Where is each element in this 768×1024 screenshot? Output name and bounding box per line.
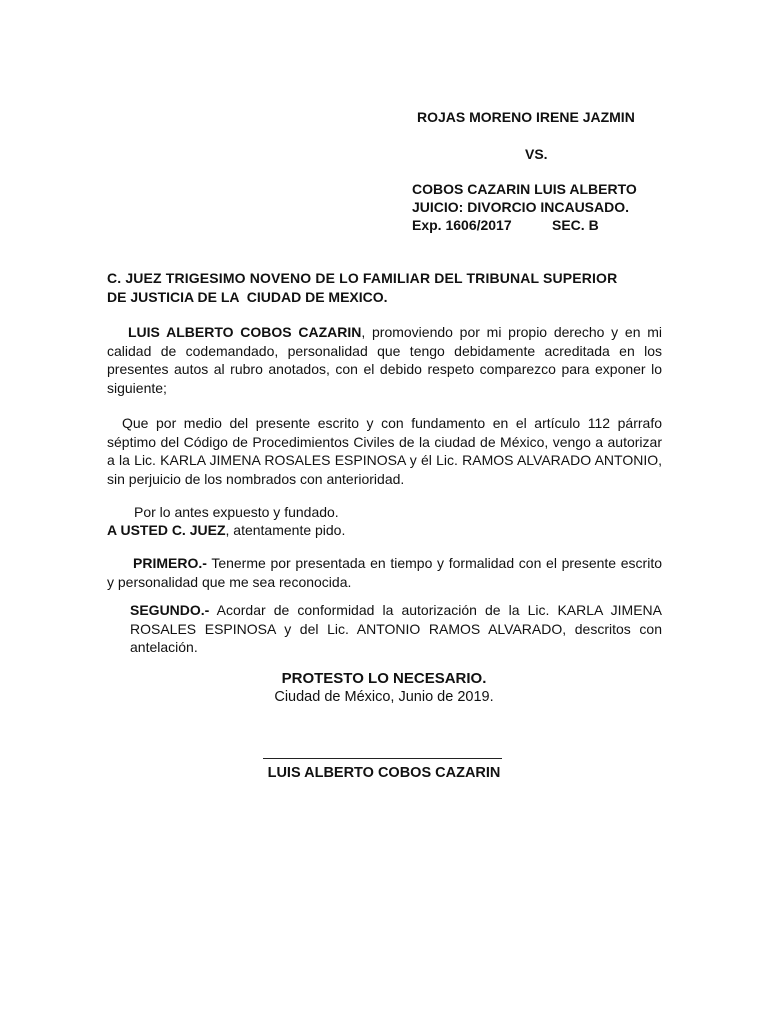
addressee-line-2: DE JUSTICIA DE LA CIUDAD DE MEXICO. [107, 289, 388, 305]
closing-line-2 [107, 522, 345, 538]
place-date: Ciudad de México, Junio de 2019. [274, 689, 494, 705]
point-primero [107, 554, 662, 591]
point-primero-text: Tenerme por presentada en tiempo y formalidad con el presente escrito y personalidad que me sea reconocida. [107, 555, 662, 590]
authorization-paragraph: Que por medio del presente escrito y con fundamento en el artículo 112 párrafo séptimo del Código de Procedimientos Civiles de la ciudad de México, vengo a autorizar a la Lic. KARLA JIMENA ROSALES ESPINOSA y él Lic. RAMOS ALVARADO ANTONIO, sin perjuicio de los nombrados con anterioridad. [107, 415, 662, 487]
point-segundo [130, 601, 662, 657]
point-segundo-label: SEGUNDO.- [130, 602, 210, 618]
case-type: JUICIO: DIVORCIO INCAUSADO. [412, 199, 630, 215]
signature-line [263, 758, 502, 759]
protest-heading: PROTESTO LO NECESARIO. [281, 670, 487, 687]
closing-request-text: , atentamente pido. [225, 522, 346, 538]
judge-addressee: A USTED C. JUEZ [107, 522, 226, 538]
file-number: Exp. 1606/2017 [412, 217, 512, 233]
signature-name: LUIS ALBERTO COBOS CAZARIN [267, 765, 501, 781]
intro-text: , promoviendo por mi propio derecho y en mi calidad de codemandado, personalidad que tengo debidamente acreditada en los presentes autos al rubro anotados, con el debido respeto comparezco para exponer lo siguiente; [107, 324, 663, 396]
closing-line-1: Por lo antes expuesto y fundado. [134, 504, 339, 520]
addressee-line-1: C. JUEZ TRIGESIMO NOVENO DE LO FAMILIAR DEL TRIBUNAL SUPERIOR [107, 270, 618, 286]
defendant-name: COBOS CAZARIN LUIS ALBERTO [412, 181, 637, 197]
intro-paragraph [107, 323, 662, 397]
point-primero-label: PRIMERO.- [133, 555, 207, 571]
promovent-name: LUIS ALBERTO COBOS CAZARIN [128, 324, 362, 340]
point-segundo-text: Acordar de conformidad la autorización de la Lic. KARLA JIMENA ROSALES ESPINOSA y del Lic. ANTONIO RAMOS ALVARADO, descritos con antelación. [130, 602, 662, 655]
versus-label: VS. [525, 146, 548, 162]
section-label: SEC. B [552, 217, 599, 233]
plaintiff-name: ROJAS MORENO IRENE JAZMIN [417, 109, 635, 125]
